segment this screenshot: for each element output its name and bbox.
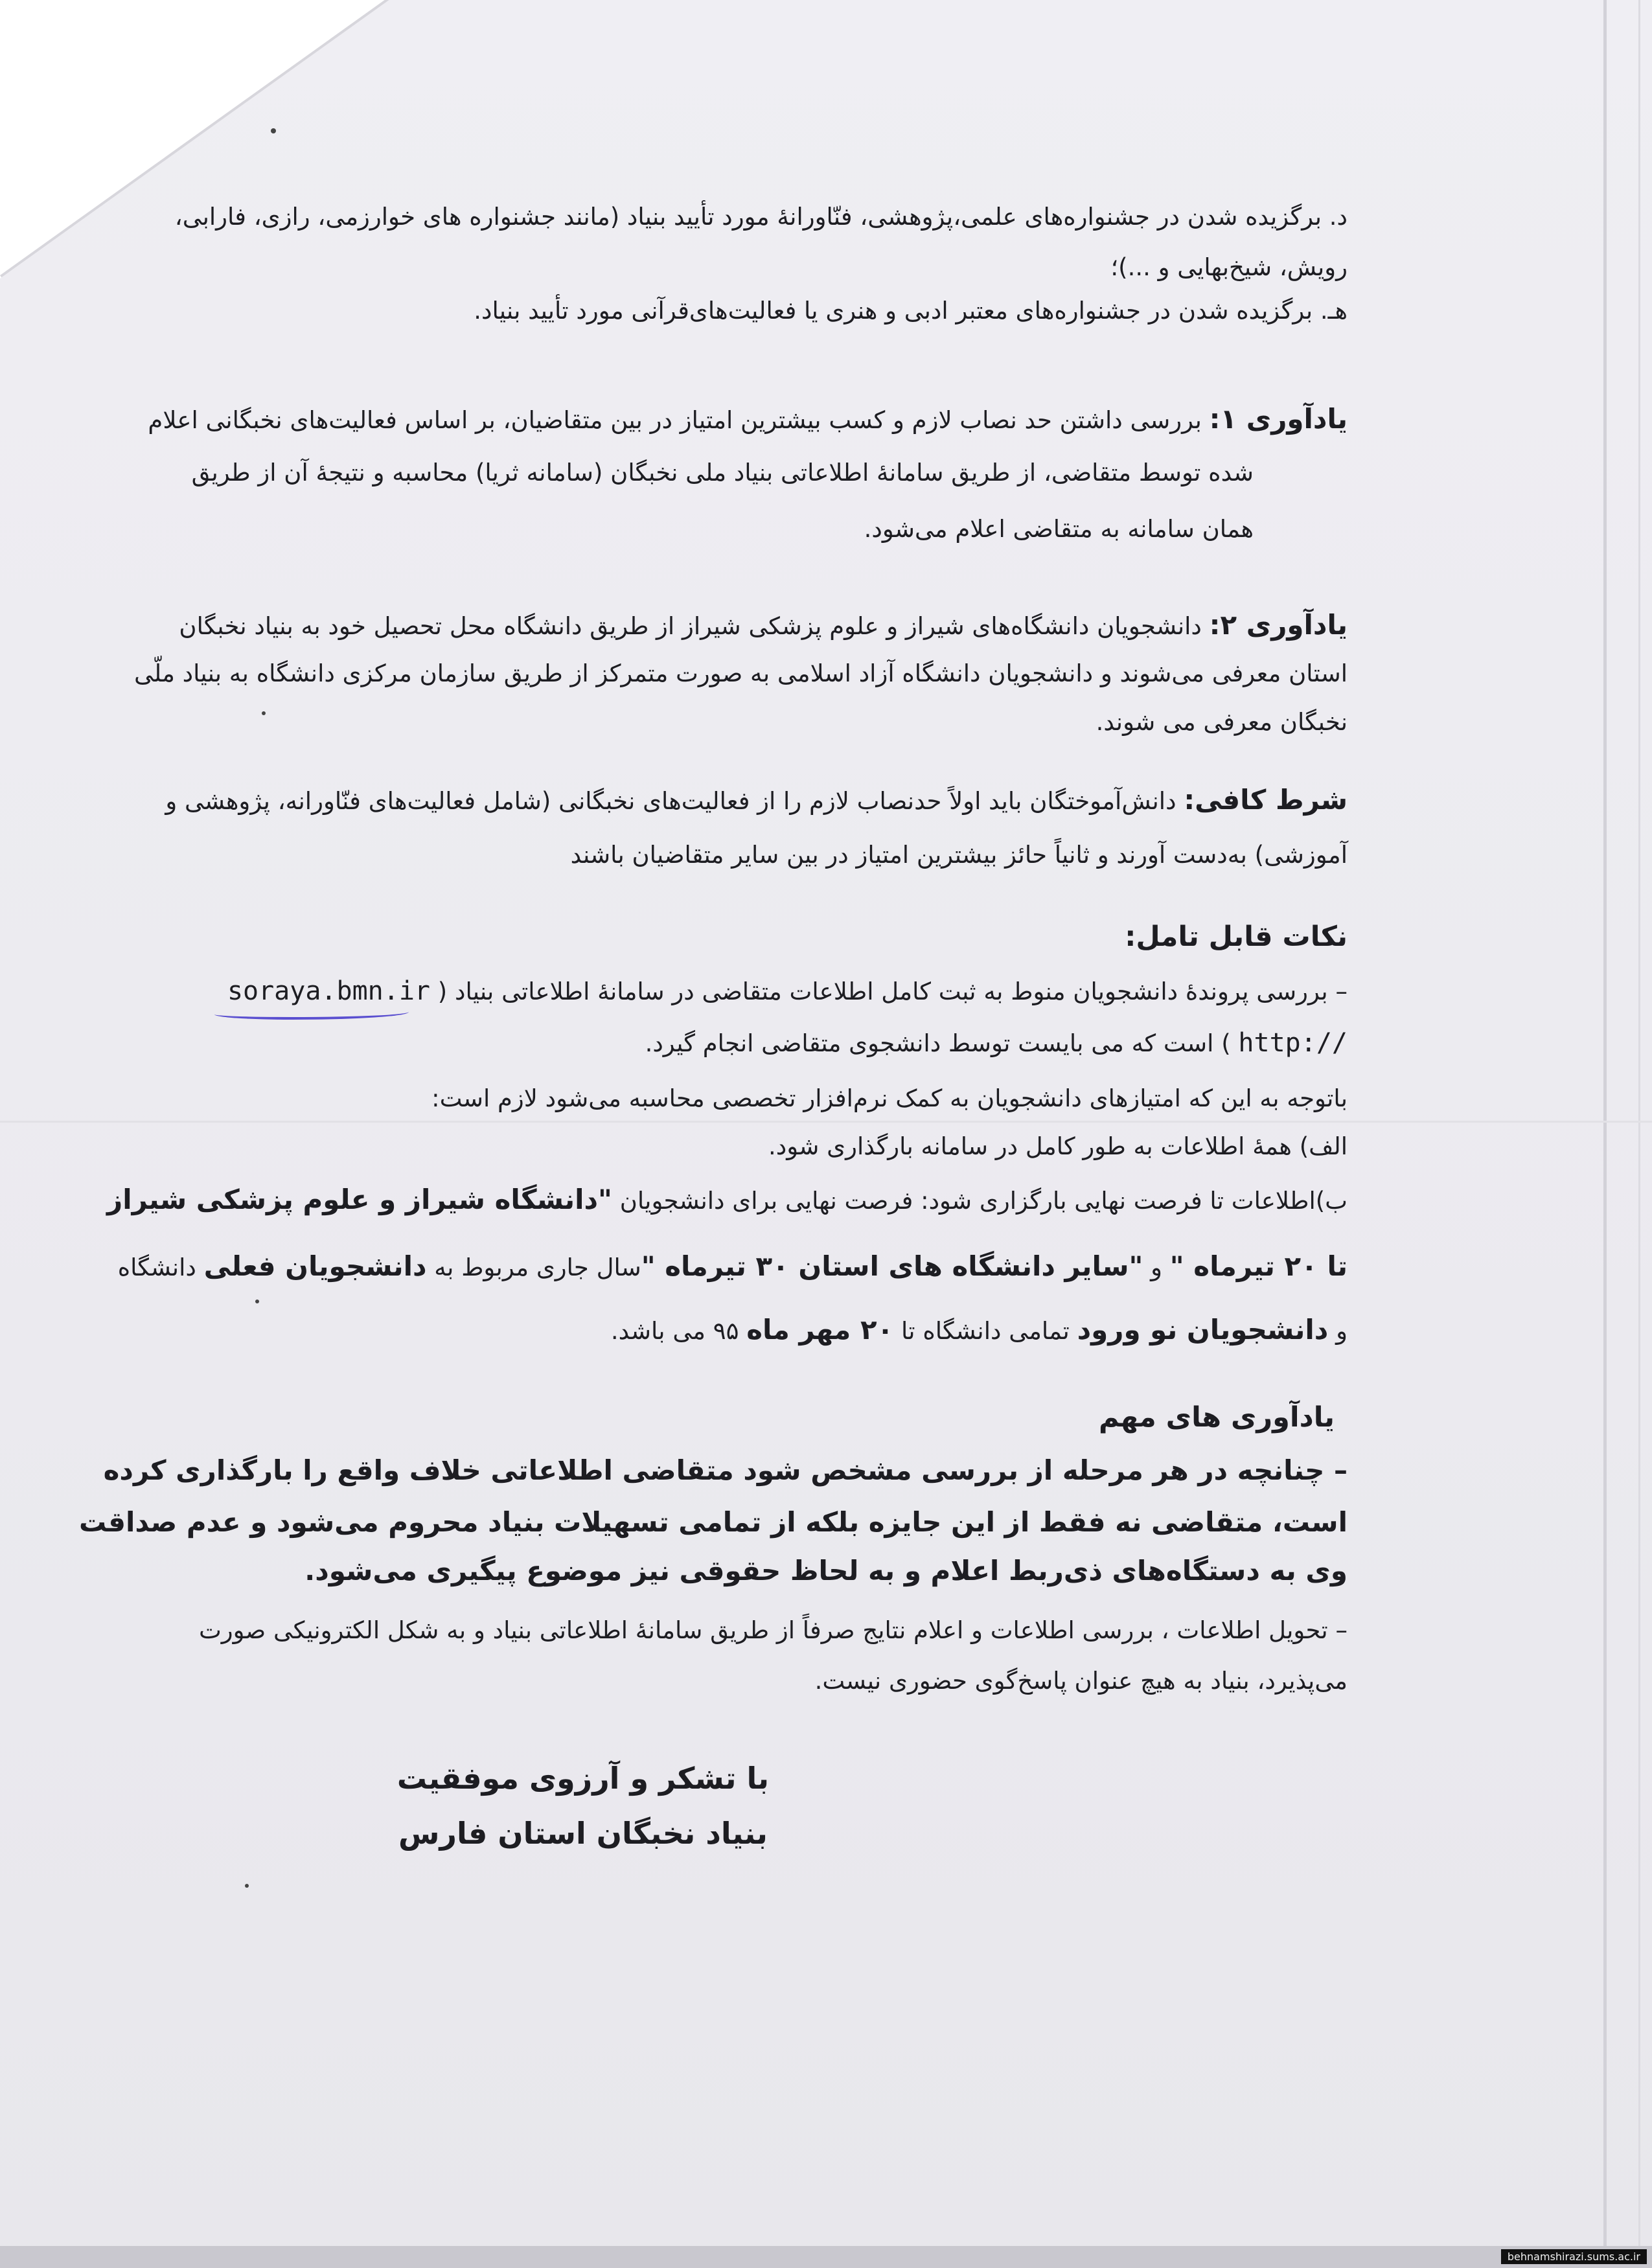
- notes-be-end: دانشگاه: [117, 1254, 204, 1281]
- reminder-2-line-2: استان معرفی می‌شوند و دانشجویان دانشگاه آزاد اسلامی به صورت متمرکز از طریق سازمان مرکزی دانشگاه به بنیاد ملّی: [134, 659, 1348, 687]
- notes-be-bold-5: دانشجویان نو ورود: [1077, 1314, 1329, 1346]
- reminder-1-label: یادآوری ۱:: [1209, 403, 1348, 435]
- soraya-url-text: soraya.bmn.ir: [227, 976, 431, 1006]
- soraya-url-host[interactable]: [227, 972, 430, 1011]
- notes-given-line: باتوجه به این که امتیازهای دانشجویان به کمک نرم‌افزار تخصصی محاسبه می‌شود لازم است:: [431, 1084, 1348, 1112]
- page-edge-outer: [1638, 0, 1640, 2268]
- reminder-1-line-2: شده توسط متقاضی، از طریق سامانهٔ اطلاعاتی بنیاد ملی نخبگان (سامانه ثریا) محاسبه و نتیجهٔ آن از طریق: [191, 459, 1254, 487]
- important-heading: یادآوری های مهم: [1098, 1401, 1335, 1434]
- item-d-line-2: رویش، شیخ‌بهایی و ...)؛: [1110, 253, 1348, 281]
- notes-be-prefix: ب)اطلاعات تا فرصت نهایی بارگزاری شود: فرصت نهایی برای دانشجویان: [612, 1187, 1348, 1215]
- notes-bullet-1-text: – بررسی پروندهٔ دانشجویان منوط به ثبت کامل اطلاعات متقاضی در سامانهٔ اطلاعاتی بنیاد (: [437, 978, 1348, 1005]
- notes-be-bold-4: دانشجویان فعلی: [203, 1250, 427, 1282]
- notes-alef: الف) همهٔ اطلاعات به طور کامل در سامانه بارگذاری شود.: [768, 1132, 1348, 1160]
- important-bullet-1-line-3: وی به دستگاه‌های ذی‌ربط اعلام و به لحاظ حقوقی نیز موضوع پیگیری می‌شود.: [304, 1555, 1348, 1586]
- handwritten-underline: [214, 1007, 409, 1020]
- notes-be-line-3-prefix: و: [1328, 1317, 1348, 1345]
- notes-be-bold-3: "سایر دانشگاه های استان ۳۰ تیرماه ": [641, 1250, 1143, 1282]
- reminder-1-line-3: همان سامانه به متقاضی اعلام می‌شود.: [864, 515, 1254, 543]
- item-d-line-1: د. برگزیده شدن در جشنواره‌های علمی،پژوهشی، فنّاورانهٔ مورد تأیید بنیاد (مانند جشنواره های خوارزمی، رازی، فارابی،: [174, 203, 1348, 231]
- notes-bullet-1-text-2: ) است که می بایست توسط دانشجوی متقاضی انجام گیرد.: [645, 1029, 1231, 1057]
- notes-bullet-1-line-2: [233, 1024, 1348, 1063]
- soraya-url-scheme: http://: [1238, 1028, 1348, 1058]
- sufficient-condition-text: دانش‌آموختگان باید اولاً حدنصاب لازم را از فعالیت‌های نخبگانی (شامل فعالیت‌های فنّاورانه، پژوهشی و: [165, 787, 1176, 815]
- reminder-2-text: دانشجویان دانشگاه‌های شیراز و علوم پزشکی شیراز از طریق دانشگاه محل تحصیل خود به بنیاد نخبگان: [179, 612, 1202, 640]
- reminder-1-text: بررسی داشتن حد نصاب لازم و کسب بیشترین امتیاز در بین متقاضیان، بر اساس فعالیت‌های نخبگانی اعلام: [148, 406, 1202, 434]
- notes-be-bold-1: "دانشگاه شیراز و علوم پزشکی شیراز: [107, 1184, 612, 1215]
- notes-be-bold-6: ۲۰ مهر ماه: [746, 1314, 894, 1346]
- notes-heading: نکات قابل تامل:: [1125, 921, 1348, 953]
- notes-bullet-1-line-1: [227, 972, 1348, 1011]
- notes-be-mid: سال جاری مربوط به: [426, 1254, 641, 1281]
- important-bullet-2-line-1: – تحویل اطلاعات ، بررسی اطلاعات و اعلام نتایج صرفاً از طریق سامانهٔ اطلاعاتی بنیاد و به شکل الکترونیکی صورت: [198, 1616, 1348, 1644]
- scan-footer-strip: [0, 2246, 1652, 2268]
- notes-be-line-3-end: ۹۵ می باشد.: [610, 1317, 747, 1345]
- notes-be-bold-2: تا ۲۰ تیرماه ": [1169, 1250, 1348, 1282]
- footer-watermark: behnamshirazi.sums.ac.ir: [1501, 2249, 1647, 2264]
- document-body: [79, 0, 1348, 2268]
- signature-line-2: بنیاد نخبگان استان فارس: [398, 1816, 768, 1851]
- reminder-1-line-1: [148, 400, 1348, 440]
- reminder-2-label: یادآوری ۲:: [1209, 609, 1348, 641]
- notes-be-line-2: [117, 1247, 1348, 1287]
- notes-be-and: و: [1143, 1254, 1170, 1281]
- important-bullet-1-line-2: است، متقاضی نه فقط از این جایزه بلکه از تمامی تسهیلات بنیاد محروم می‌شود و عدم صداقت: [79, 1506, 1348, 1538]
- important-bullet-1-line-1: – چنانچه در هر مرحله از بررسی مشخص شود متقاضی اطلاعاتی خلاف واقع را بارگذاری کرده: [103, 1454, 1348, 1486]
- notes-be-line-1: [107, 1180, 1348, 1220]
- page-edge: [1603, 0, 1607, 2268]
- sufficient-condition-line-2: آموزشی) به‌دست آورند و ثانیاً حائز بیشترین امتیاز در بین سایر متقاضیان باشند: [570, 841, 1348, 869]
- important-bullet-2-line-2: می‌پذیرد، بنیاد به هیچ عنوان پاسخ‌گوی حضوری نیست.: [814, 1667, 1348, 1695]
- reminder-2-line-3: نخبگان معرفی می شوند.: [1096, 708, 1348, 736]
- sufficient-condition-label: شرط کافی:: [1184, 784, 1348, 816]
- sufficient-condition-line-1: [165, 781, 1348, 821]
- notes-be-line-3: [233, 1311, 1348, 1351]
- signature-line-1: با تشکر و آرزوی موفقیت: [396, 1761, 770, 1796]
- item-h-line: هـ. برگزیده شدن در جشنواره‌های معتبر ادبی و هنری یا فعالیت‌های‌قرآنی مورد تأیید بنیاد.: [474, 297, 1348, 325]
- notes-be-line-3-mid: تمامی دانشگاه تا: [893, 1317, 1077, 1345]
- reminder-2-line-1: [179, 606, 1348, 646]
